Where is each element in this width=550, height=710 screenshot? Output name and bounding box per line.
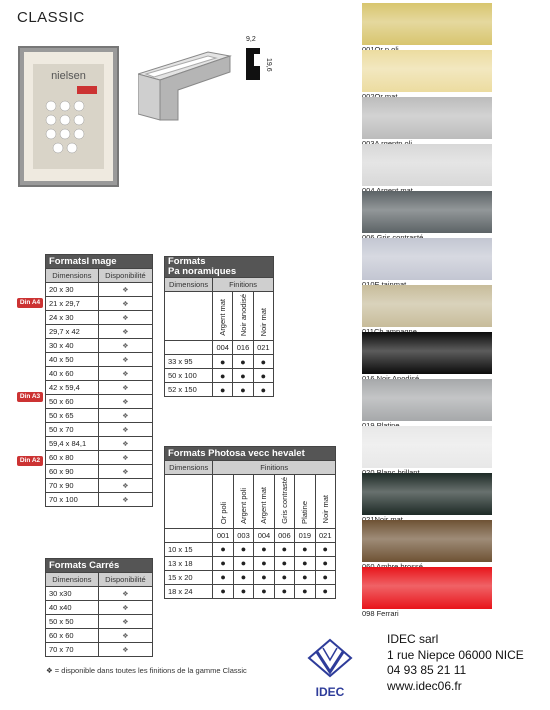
availability-dot: ● [274,584,294,598]
dimension-cell: 42 x 59,4 [46,381,99,395]
availability-dot: ● [315,542,335,556]
din-badge: Din A3 [17,392,43,402]
company-phone: 04 93 85 21 11 [387,663,467,677]
availability-dot: ● [254,584,274,598]
availability-mark: ❖ [98,423,152,437]
table-row [46,325,153,339]
finition-code: 003 [233,528,253,542]
finish-swatch [362,473,492,515]
table-row [46,311,153,325]
availability-dot: ● [274,570,294,584]
table-row [46,615,153,629]
formats-panoramiques-table [164,256,274,397]
finish-swatch [362,191,492,233]
availability-dot: ● [254,570,274,584]
table-row [46,297,153,311]
availability-dot: ● [213,369,233,383]
finition-header [315,475,335,529]
dimension-cell: 24 x 30 [46,311,99,325]
dimension-cell: 33 x 95 [165,355,213,369]
idec-logo-icon [305,638,355,702]
finition-code: 021 [253,341,273,355]
finish-swatch [362,97,492,139]
availability-dot: ● [254,542,274,556]
availability-dot: ● [315,584,335,598]
availability-dot: ● [233,542,253,556]
profile-height: 19,6 [265,58,272,72]
availability-dot: ● [295,584,315,598]
availability-dot: ● [315,570,335,584]
table-row [46,629,153,643]
table-title: Formats Carrés [46,559,153,573]
availability-mark: ❖ [98,311,152,325]
table-row [46,601,153,615]
table-row [46,395,153,409]
finition-label: Or poli [218,501,228,524]
table-row [46,587,153,601]
availability-mark: ❖ [98,587,152,601]
finition-header [274,475,294,529]
table-row [46,409,153,423]
availability-dot: ● [233,355,253,369]
availability-mark: ❖ [98,339,152,353]
finish-swatch [362,3,492,45]
availability-dot: ● [233,584,253,598]
table-row [165,369,274,383]
finish-swatch [362,332,492,374]
table-row [46,479,153,493]
availability-dot: ● [253,383,273,397]
availability-dot: ● [295,556,315,570]
availability-dot: ● [253,369,273,383]
finition-header [233,292,253,341]
finition-code: 006 [274,528,294,542]
table-row [46,437,153,451]
poster-graphic [43,98,95,158]
finition-header [254,475,274,529]
availability-mark: ❖ [98,297,152,311]
frame-picture [33,64,104,169]
table-title: FormatsI mage [46,255,153,269]
dimension-cell: 70 x 90 [46,479,99,493]
finition-header [213,292,233,341]
finition-code: 004 [254,528,274,542]
dimension-cell: 70 x 100 [46,493,99,507]
availability-dot: ● [213,584,233,598]
finish-swatch [362,426,492,468]
blank-cell [165,475,213,529]
dimension-cell: 20 x 30 [46,283,99,297]
table-title [165,257,274,278]
availability-mark: ❖ [98,353,152,367]
table-row [46,339,153,353]
blank-cell [165,341,213,355]
dimension-cell: 59,4 x 84,1 [46,437,99,451]
finition-header [213,475,233,529]
availability-note: ❖ = disponible dans toutes les finitions de la gamme Classic [46,666,247,675]
table-row [165,383,274,397]
poster-label [77,86,97,94]
finition-code: 016 [233,341,253,355]
finish-label: 098 Ferrari [362,609,399,618]
finition-label: Gris contrasté [279,477,289,524]
dimension-cell: 40 x40 [46,601,99,615]
availability-mark: ❖ [98,629,152,643]
availability-dot: ● [274,556,294,570]
finition-code: 019 [295,528,315,542]
table-row [46,643,153,657]
availability-mark: ❖ [98,395,152,409]
availability-mark: ❖ [98,451,152,465]
col-header: Dimensions [46,269,99,283]
table-row [46,493,153,507]
availability-dot: ● [233,570,253,584]
availability-mark: ❖ [98,283,152,297]
dimension-cell: 60 x 60 [46,629,99,643]
table-row [46,381,153,395]
col-header: Disponibilité [98,573,152,587]
dimension-cell: 15 x 20 [165,570,213,584]
blank-cell [165,292,213,341]
table-title-line: Pa noramiques [168,266,237,277]
din-badge: Din A4 [17,298,43,308]
finish-swatch [362,379,492,421]
availability-mark: ❖ [98,493,152,507]
table-row [165,584,336,598]
formats-image-table [45,254,153,507]
availability-dot: ● [213,542,233,556]
col-header: Dimensions [46,573,99,587]
dimension-cell: 52 x 150 [165,383,213,397]
company-info [387,632,524,694]
finish-swatch [362,285,492,327]
finition-label: Noir anodisé [238,294,248,337]
dimension-cell: 21 x 29,7 [46,297,99,311]
availability-mark: ❖ [98,479,152,493]
logo-text: IDEC [315,685,345,699]
col-header: Finitions [213,278,274,292]
availability-dot: ● [315,556,335,570]
blank-cell [165,528,213,542]
finition-code: 001 [213,528,233,542]
dimension-cell: 50 x 60 [46,395,99,409]
availability-mark: ❖ [98,367,152,381]
col-header: Disponibilité [98,269,152,283]
dimension-cell: 50 x 100 [165,369,213,383]
table-title-line: Formats [168,256,206,267]
page-title: CLASSIC [17,9,85,26]
availability-mark: ❖ [98,615,152,629]
table-row [165,556,336,570]
availability-dot: ● [213,383,233,397]
dimension-cell: 60 x 90 [46,465,99,479]
table-row [46,367,153,381]
table-row [46,283,153,297]
formats-carres-table [45,558,153,657]
availability-mark: ❖ [98,381,152,395]
availability-dot: ● [253,355,273,369]
availability-dot: ● [233,369,253,383]
availability-mark: ❖ [98,601,152,615]
availability-mark: ❖ [98,465,152,479]
col-header: Finitions [213,461,336,475]
table-row [165,570,336,584]
availability-mark: ❖ [98,325,152,339]
dimension-cell: 30 x 40 [46,339,99,353]
table-row [46,451,153,465]
table-row [46,423,153,437]
availability-dot: ● [295,570,315,584]
col-header: Dimensions [165,278,213,292]
finition-label: Noir mat [258,307,268,337]
table-row [46,353,153,367]
finition-label: Argent mat [218,299,228,337]
dimension-cell: 10 x 15 [165,542,213,556]
finition-label: Noir mat [320,495,330,524]
dimension-cell: 60 x 80 [46,451,99,465]
availability-dot: ● [233,383,253,397]
finition-header [295,475,315,529]
finition-label: Platine [300,500,310,524]
availability-dot: ● [274,542,294,556]
finition-label: Argent poli [239,487,249,524]
formats-photos-table [164,446,336,599]
dimension-cell: 50 x 70 [46,423,99,437]
finish-swatch [362,567,492,609]
table-row [165,355,274,369]
dimension-cell: 18 x 24 [165,584,213,598]
col-header: Dimensions [165,461,213,475]
finition-code: 021 [315,528,335,542]
availability-dot: ● [213,570,233,584]
company-name: IDEC sarl [387,632,439,646]
availability-dot: ● [295,542,315,556]
dimension-cell: 29,7 x 42 [46,325,99,339]
finish-swatch [362,238,492,280]
company-address: 1 rue Niepce 06000 NICE [387,647,524,662]
dimension-cell: 70 x 70 [46,643,99,657]
dimension-cell: 50 x 50 [46,615,99,629]
frame-profile-icon [138,44,238,124]
dimension-cell: 50 x 65 [46,409,99,423]
availability-dot: ● [254,556,274,570]
availability-dot: ● [213,355,233,369]
dimension-cell: 40 x 60 [46,367,99,381]
table-title: Formats Photosa vecc hevalet [165,447,336,461]
dimension-cell: 13 x 18 [165,556,213,570]
finish-swatch [362,50,492,92]
finition-header [253,292,273,341]
finition-header [233,475,253,529]
table-row [46,465,153,479]
availability-dot: ● [233,556,253,570]
dimension-cell: 30 x30 [46,587,99,601]
company-website[interactable]: www.idec06.fr [387,678,462,693]
finition-label: Argent mat [259,487,269,524]
profile-width: 9,2 [246,36,256,43]
availability-mark: ❖ [98,409,152,423]
dimension-cell: 40 x 50 [46,353,99,367]
finition-code: 004 [213,341,233,355]
finish-swatch [362,520,492,562]
din-badge: Din A2 [17,456,43,466]
finish-swatch [362,144,492,186]
availability-mark: ❖ [98,437,152,451]
availability-dot: ● [213,556,233,570]
table-row [165,542,336,556]
brand-logo: nielsen [51,70,86,82]
availability-mark: ❖ [98,643,152,657]
